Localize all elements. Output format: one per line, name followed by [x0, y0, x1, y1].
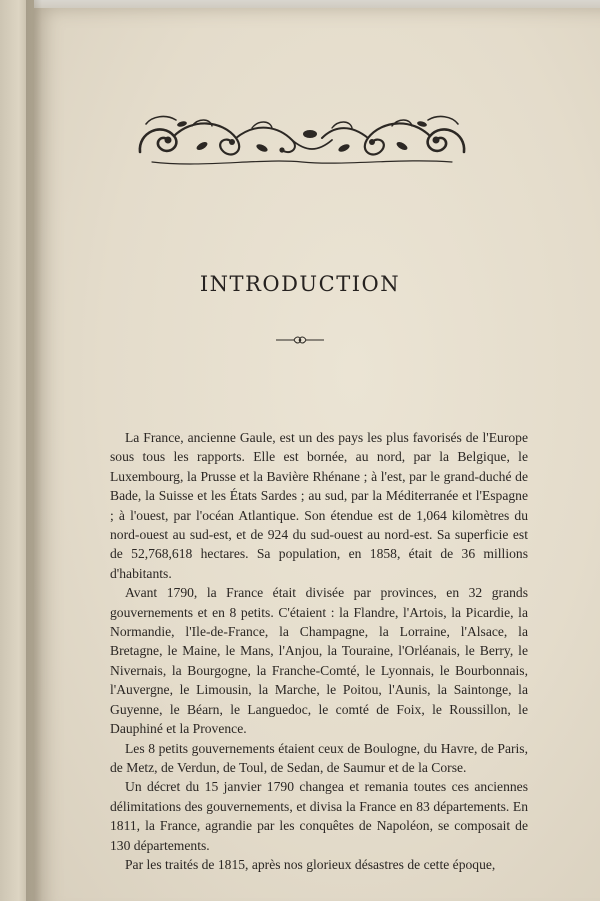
page-title: INTRODUCTION: [199, 272, 401, 296]
book-gutter-shadow: [26, 0, 42, 901]
body-text: [110, 428, 528, 874]
floral-scroll-ornament-icon: [132, 112, 472, 170]
paragraph: Avant 1790, la France était divisée par provinces, en 32 grands gouvernements et en 8 petits. C'étaient : la Flandre, l'Artois, la Picardie, la Normandie, l'Ile-de-France, la Champagne, la Lorraine, l'Alsace, la Bretagne, le Maine, le Mans, l'Anjou, la Touraine, l'Orléanais, le Berry, le Nivernais, la Bourgogne, la Franche-Comté, le Lyonnais, le Bourbonnais, l'Auvergne, le Limousin, la Marche, le Poitou, l'Aunis, la Saintonge, la Guyenne, le Béarn, le Languedoc, le comté de Foix, le Roussillon, le Dauphiné et la Provence.: [110, 585, 528, 737]
paragraph: Un décret du 15 janvier 1790 changea et remania toutes ces anciennes délimitations des gouvernements, et divisa la France en 83 départements. En 1811, la France, agrandie par les conquêtes de Napoléon, se composait de 130 départements.: [110, 779, 528, 853]
paragraph: La France, ancienne Gaule, est un des pays les plus favorisés de l'Europe sous tous les rapports. Elle est bornée, au nord, par la Belgique, le Luxembourg, la Prusse et la Bavière Rhénane ; à l'est, par le grand-duché de Bade, la Suisse et les États Sardes ; au sud, par la Méditerranée et l'Espagne ; à l'ouest, par l'océan Atlantique. Son étendue est de 1,064 kilomètres du nord-ouest au sud-est, et de 924 du sud-ouest au nord-est. Sa superficie est de 52,768,618 hectares. Sa population, en 1858, était de 36 millions d'habitants.: [110, 430, 528, 581]
paragraph: Par les traités de 1815, après nos glorieux désastres de cette époque,: [125, 856, 496, 872]
paragraph: Les 8 petits gouvernements étaient ceux de Boulogne, du Havre, de Paris, de Metz, de Verdun, de Toul, de Sedan, de Saumur et de la Corse.: [110, 740, 528, 775]
decorative-rule-icon: [274, 334, 326, 346]
